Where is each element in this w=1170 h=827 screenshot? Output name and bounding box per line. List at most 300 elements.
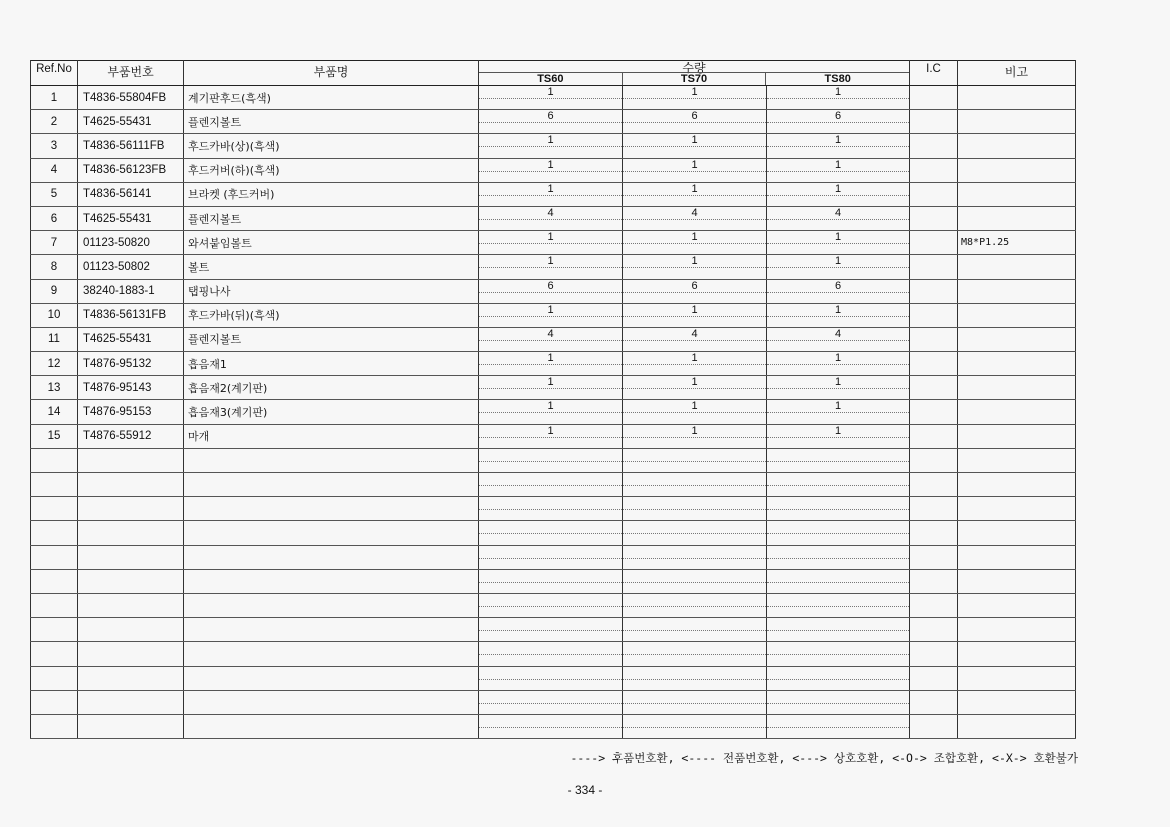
qty-cell-ts70	[623, 448, 767, 472]
qty-cell-ts70	[623, 327, 767, 351]
qty-cell-ts60	[479, 690, 623, 714]
qty-cell-ts80	[767, 255, 910, 279]
ref-cell	[31, 690, 78, 714]
qty-value-ts70: 6	[691, 110, 698, 123]
qty-cell-ts80	[767, 206, 910, 230]
qty-value-ts80	[767, 618, 909, 630]
qty-cell-ts60	[479, 448, 623, 472]
qty-value-ts70	[623, 521, 766, 533]
table-row	[31, 473, 1076, 497]
part-name-cell	[184, 545, 479, 569]
interchangeability-legend: ----> 후품번호환, <---- 전품번호환, <---> 상호호환, <-O-> 조합호환, <-X-> 호환불가	[570, 751, 1078, 765]
qty-value-ts80: 1	[834, 376, 842, 389]
qty-cell-ts80	[767, 182, 910, 206]
qty-cell-ts80	[767, 618, 910, 642]
ic-cell	[910, 400, 958, 424]
qty-value-ts60: 1	[547, 352, 554, 365]
qty-cell-ts60	[479, 521, 623, 545]
table-row	[31, 521, 1076, 545]
qty-value-ts60	[479, 546, 622, 558]
qty-value-ts60: 4	[547, 206, 554, 219]
qty-cell-ts60	[479, 473, 623, 497]
qty-cell-ts80	[767, 497, 910, 521]
table-row	[31, 86, 1076, 110]
note-cell	[958, 327, 1076, 351]
header-models	[479, 72, 909, 85]
qty-value-ts80: 4	[834, 206, 842, 219]
qty-value-ts60	[479, 449, 622, 461]
ic-cell	[910, 206, 958, 230]
qty-value-ts60	[479, 715, 622, 727]
qty-value-ts70	[623, 715, 766, 727]
qty-value-ts60: 6	[547, 279, 554, 292]
qty-cell-ts70	[623, 618, 767, 642]
table-row	[31, 279, 1076, 303]
qty-value-ts70: 1	[691, 255, 698, 268]
part-number-cell	[78, 642, 184, 666]
qty-cell-ts80	[767, 400, 910, 424]
qty-cell-ts80	[767, 110, 910, 134]
qty-cell-ts60	[479, 158, 623, 182]
qty-cell-ts60	[479, 569, 623, 593]
part-number-cell: 01123-50802	[78, 255, 184, 279]
table-row	[31, 352, 1076, 376]
table-row	[31, 231, 1076, 255]
qty-value-ts70	[623, 473, 766, 485]
qty-cell-ts80	[767, 303, 910, 327]
note-cell	[958, 521, 1076, 545]
qty-value-ts80	[767, 521, 909, 533]
part-number-cell: T4836-55804FB	[78, 86, 184, 110]
ref-cell	[31, 448, 78, 472]
part-number-cell: T4836-56141	[78, 182, 184, 206]
qty-cell-ts70	[623, 424, 767, 448]
qty-cell-ts70	[623, 158, 767, 182]
qty-cell-ts60	[479, 666, 623, 690]
qty-value-ts80: 1	[834, 424, 842, 437]
qty-cell-ts60	[479, 545, 623, 569]
qty-cell-ts80	[767, 714, 910, 738]
header-ic: I.C	[910, 61, 958, 86]
part-number-cell: T4836-56123FB	[78, 158, 184, 182]
part-number-cell: 38240-1883-1	[78, 279, 184, 303]
part-number-cell: T4625-55431	[78, 110, 184, 134]
header-ref-no: Ref.No	[31, 61, 78, 86]
qty-cell-ts60	[479, 618, 623, 642]
qty-value-ts60: 1	[547, 424, 554, 437]
qty-cell-ts80	[767, 424, 910, 448]
table-row	[31, 666, 1076, 690]
qty-value-ts70	[623, 570, 766, 582]
header-note: 비고	[958, 61, 1076, 86]
part-name-cell: 탭핑나사	[184, 279, 479, 303]
qty-value-ts60: 1	[547, 231, 554, 244]
qty-value-ts60: 1	[547, 255, 554, 268]
qty-value-ts60	[479, 497, 622, 509]
table-row	[31, 182, 1076, 206]
part-number-cell	[78, 690, 184, 714]
ref-cell: 14	[31, 400, 78, 424]
note-cell	[958, 642, 1076, 666]
part-name-cell	[184, 714, 479, 738]
part-name-cell	[184, 569, 479, 593]
ic-cell	[910, 303, 958, 327]
qty-value-ts60	[479, 473, 622, 485]
qty-value-ts60: 1	[547, 86, 554, 98]
qty-value-ts70	[623, 667, 766, 679]
ic-cell	[910, 448, 958, 472]
qty-value-ts60: 1	[547, 158, 554, 171]
qty-cell-ts70	[623, 182, 767, 206]
note-cell	[958, 666, 1076, 690]
qty-value-ts80: 1	[834, 158, 842, 171]
note-cell	[958, 158, 1076, 182]
qty-value-ts60: 4	[547, 327, 554, 340]
part-number-cell: T4876-95132	[78, 352, 184, 376]
ic-cell	[910, 352, 958, 376]
qty-value-ts80: 4	[834, 327, 842, 340]
ic-cell	[910, 86, 958, 110]
qty-value-ts80: 1	[834, 231, 842, 244]
note-cell	[958, 182, 1076, 206]
header-model-ts70: TS70	[622, 73, 766, 85]
ref-cell	[31, 497, 78, 521]
part-name-cell	[184, 521, 479, 545]
ic-cell	[910, 279, 958, 303]
qty-value-ts60	[479, 618, 622, 630]
qty-cell-ts80	[767, 86, 910, 110]
header-model-ts60: TS60	[537, 73, 564, 85]
ref-cell: 1	[31, 86, 78, 110]
qty-value-ts70: 4	[691, 327, 698, 340]
qty-cell-ts80	[767, 642, 910, 666]
qty-cell-ts80	[767, 473, 910, 497]
ic-cell	[910, 618, 958, 642]
table-row	[31, 448, 1076, 472]
ref-cell	[31, 473, 78, 497]
part-name-cell: 후드커버(하)(흑색)	[184, 158, 479, 182]
part-number-cell: T4836-56111FB	[78, 134, 184, 158]
qty-value-ts70	[623, 594, 766, 606]
ic-cell	[910, 255, 958, 279]
part-name-cell	[184, 690, 479, 714]
note-cell	[958, 569, 1076, 593]
qty-cell-ts70	[623, 303, 767, 327]
qty-value-ts60: 6	[547, 110, 554, 123]
qty-value-ts60: 1	[547, 134, 554, 147]
table-row	[31, 376, 1076, 400]
ic-cell	[910, 473, 958, 497]
part-number-cell: T4876-95143	[78, 376, 184, 400]
qty-cell-ts80	[767, 352, 910, 376]
ic-cell	[910, 714, 958, 738]
note-cell	[958, 690, 1076, 714]
qty-value-ts80: 1	[834, 86, 842, 98]
part-number-cell	[78, 618, 184, 642]
note-cell	[958, 134, 1076, 158]
table-row	[31, 400, 1076, 424]
table-row	[31, 255, 1076, 279]
table-header-row	[31, 61, 1076, 86]
qty-value-ts70: 1	[691, 400, 698, 413]
ref-cell	[31, 569, 78, 593]
note-cell	[958, 376, 1076, 400]
qty-value-ts70: 1	[691, 158, 698, 171]
table-row	[31, 303, 1076, 327]
qty-value-ts80: 1	[834, 352, 842, 365]
qty-value-ts60: 1	[547, 400, 554, 413]
qty-value-ts70: 1	[691, 231, 698, 244]
qty-cell-ts70	[623, 714, 767, 738]
ic-cell	[910, 182, 958, 206]
part-name-cell: 마개	[184, 424, 479, 448]
ref-cell: 12	[31, 352, 78, 376]
qty-cell-ts70	[623, 666, 767, 690]
table-body	[31, 86, 1076, 739]
ic-cell	[910, 327, 958, 351]
note-cell	[958, 303, 1076, 327]
qty-cell-ts70	[623, 134, 767, 158]
part-number-cell: 01123-50820	[78, 231, 184, 255]
qty-cell-ts80	[767, 666, 910, 690]
table-row	[31, 206, 1076, 230]
qty-value-ts80	[767, 642, 909, 654]
ic-cell	[910, 424, 958, 448]
qty-value-ts70: 1	[691, 182, 698, 195]
qty-cell-ts70	[623, 593, 767, 617]
ref-cell	[31, 593, 78, 617]
qty-cell-ts80	[767, 690, 910, 714]
ic-cell	[910, 497, 958, 521]
part-number-cell	[78, 497, 184, 521]
ref-cell	[31, 545, 78, 569]
qty-value-ts70: 6	[691, 279, 698, 292]
part-number-cell	[78, 714, 184, 738]
ic-cell	[910, 666, 958, 690]
qty-value-ts80: 6	[834, 110, 842, 123]
part-number-cell	[78, 593, 184, 617]
qty-value-ts70: 1	[691, 424, 698, 437]
table-row	[31, 545, 1076, 569]
ic-cell	[910, 593, 958, 617]
qty-cell-ts80	[767, 593, 910, 617]
ic-cell	[910, 521, 958, 545]
qty-value-ts70	[623, 691, 766, 703]
qty-cell-ts80	[767, 521, 910, 545]
qty-value-ts70	[623, 497, 766, 509]
table-row	[31, 569, 1076, 593]
qty-cell-ts60	[479, 376, 623, 400]
ic-cell	[910, 158, 958, 182]
qty-value-ts60	[479, 642, 622, 654]
part-number-cell	[78, 666, 184, 690]
ic-cell	[910, 231, 958, 255]
qty-value-ts80: 1	[834, 255, 842, 268]
qty-cell-ts70	[623, 545, 767, 569]
note-cell	[958, 400, 1076, 424]
note-cell	[958, 352, 1076, 376]
qty-value-ts80	[767, 715, 909, 727]
part-name-cell: 흡음재3(계기판)	[184, 400, 479, 424]
part-name-cell	[184, 642, 479, 666]
part-number-cell: T4876-95153	[78, 400, 184, 424]
table-row	[31, 158, 1076, 182]
qty-cell-ts70	[623, 352, 767, 376]
qty-value-ts60	[479, 570, 622, 582]
ic-cell	[910, 690, 958, 714]
qty-value-ts70: 1	[691, 86, 698, 98]
ic-cell	[910, 376, 958, 400]
qty-value-ts70: 1	[691, 352, 698, 365]
qty-cell-ts80	[767, 569, 910, 593]
ref-cell: 4	[31, 158, 78, 182]
qty-value-ts70: 1	[691, 134, 698, 147]
ic-cell	[910, 545, 958, 569]
qty-value-ts80	[767, 546, 909, 558]
ref-cell: 13	[31, 376, 78, 400]
header-part-number: 부품번호	[78, 61, 184, 86]
qty-cell-ts60	[479, 231, 623, 255]
note-cell	[958, 714, 1076, 738]
qty-cell-ts60	[479, 110, 623, 134]
qty-cell-ts60	[479, 182, 623, 206]
qty-cell-ts70	[623, 690, 767, 714]
qty-value-ts80	[767, 691, 909, 703]
ref-cell: 10	[31, 303, 78, 327]
note-cell	[958, 424, 1076, 448]
ic-cell	[910, 110, 958, 134]
qty-cell-ts80	[767, 231, 910, 255]
qty-value-ts60	[479, 667, 622, 679]
qty-value-ts70	[623, 618, 766, 630]
part-name-cell	[184, 618, 479, 642]
qty-value-ts70	[623, 546, 766, 558]
part-number-cell	[78, 448, 184, 472]
qty-cell-ts60	[479, 352, 623, 376]
table-row	[31, 110, 1076, 134]
part-number-cell: T4876-55912	[78, 424, 184, 448]
note-cell	[958, 110, 1076, 134]
ic-cell	[910, 134, 958, 158]
note-cell	[958, 497, 1076, 521]
qty-value-ts80	[767, 473, 909, 485]
part-number-cell: T4625-55431	[78, 327, 184, 351]
qty-value-ts60: 1	[547, 182, 554, 195]
qty-cell-ts60	[479, 303, 623, 327]
qty-value-ts80: 1	[834, 400, 842, 413]
part-name-cell: 플렌지볼트	[184, 206, 479, 230]
qty-cell-ts70	[623, 497, 767, 521]
part-number-cell	[78, 545, 184, 569]
qty-value-ts80	[767, 667, 909, 679]
table-row	[31, 497, 1076, 521]
part-name-cell: 흡음재1	[184, 352, 479, 376]
qty-value-ts80: 1	[834, 134, 842, 147]
header-quantity-label: 수량	[682, 61, 706, 75]
qty-value-ts70: 4	[691, 206, 698, 219]
qty-value-ts80	[767, 449, 909, 461]
table-row	[31, 134, 1076, 158]
qty-cell-ts70	[623, 642, 767, 666]
part-name-cell: 볼트	[184, 255, 479, 279]
part-number-cell	[78, 521, 184, 545]
qty-cell-ts80	[767, 448, 910, 472]
qty-cell-ts70	[623, 521, 767, 545]
qty-cell-ts70	[623, 86, 767, 110]
qty-cell-ts60	[479, 255, 623, 279]
parts-table	[30, 60, 1076, 739]
qty-value-ts60: 1	[547, 303, 554, 316]
qty-cell-ts60	[479, 86, 623, 110]
part-name-cell: 후드카바(상)(흑색)	[184, 134, 479, 158]
ref-cell	[31, 618, 78, 642]
ref-cell: 15	[31, 424, 78, 448]
ref-cell	[31, 714, 78, 738]
qty-value-ts70	[623, 642, 766, 654]
ref-cell: 3	[31, 134, 78, 158]
header-model-ts80: TS80	[765, 73, 909, 85]
note-cell	[958, 279, 1076, 303]
qty-cell-ts70	[623, 569, 767, 593]
part-name-cell: 플렌지볼트	[184, 327, 479, 351]
qty-cell-ts60	[479, 642, 623, 666]
qty-value-ts80: 6	[834, 279, 842, 292]
note-cell	[958, 593, 1076, 617]
qty-cell-ts60	[479, 593, 623, 617]
qty-value-ts60	[479, 521, 622, 533]
qty-cell-ts60	[479, 327, 623, 351]
ref-cell: 9	[31, 279, 78, 303]
qty-cell-ts70	[623, 376, 767, 400]
qty-cell-ts70	[623, 231, 767, 255]
part-name-cell: 후드카바(뒤)(흑색)	[184, 303, 479, 327]
ref-cell: 8	[31, 255, 78, 279]
qty-value-ts80: 1	[834, 182, 842, 195]
part-name-cell: 와셔붙임볼트	[184, 231, 479, 255]
ref-cell: 5	[31, 182, 78, 206]
header-quantity	[479, 61, 910, 86]
note-cell	[958, 448, 1076, 472]
part-name-cell	[184, 448, 479, 472]
qty-cell-ts60	[479, 279, 623, 303]
part-number-cell: T4836-56131FB	[78, 303, 184, 327]
note-cell	[958, 206, 1076, 230]
qty-cell-ts60	[479, 714, 623, 738]
note-cell	[958, 545, 1076, 569]
qty-value-ts80	[767, 594, 909, 606]
qty-cell-ts70	[623, 255, 767, 279]
part-name-cell	[184, 666, 479, 690]
table-row	[31, 424, 1076, 448]
page-number: - 334 -	[567, 783, 603, 797]
qty-cell-ts80	[767, 376, 910, 400]
qty-cell-ts70	[623, 473, 767, 497]
note-cell	[958, 255, 1076, 279]
qty-cell-ts80	[767, 158, 910, 182]
ic-cell	[910, 642, 958, 666]
qty-value-ts80: 1	[834, 303, 842, 316]
table-row	[31, 618, 1076, 642]
part-name-cell	[184, 473, 479, 497]
part-number-cell	[78, 473, 184, 497]
qty-value-ts70: 1	[691, 303, 698, 316]
qty-cell-ts80	[767, 545, 910, 569]
qty-cell-ts60	[479, 497, 623, 521]
qty-value-ts60	[479, 691, 622, 703]
table-row	[31, 327, 1076, 351]
note-cell: M8*P1.25	[958, 231, 1076, 255]
qty-value-ts80	[767, 570, 909, 582]
